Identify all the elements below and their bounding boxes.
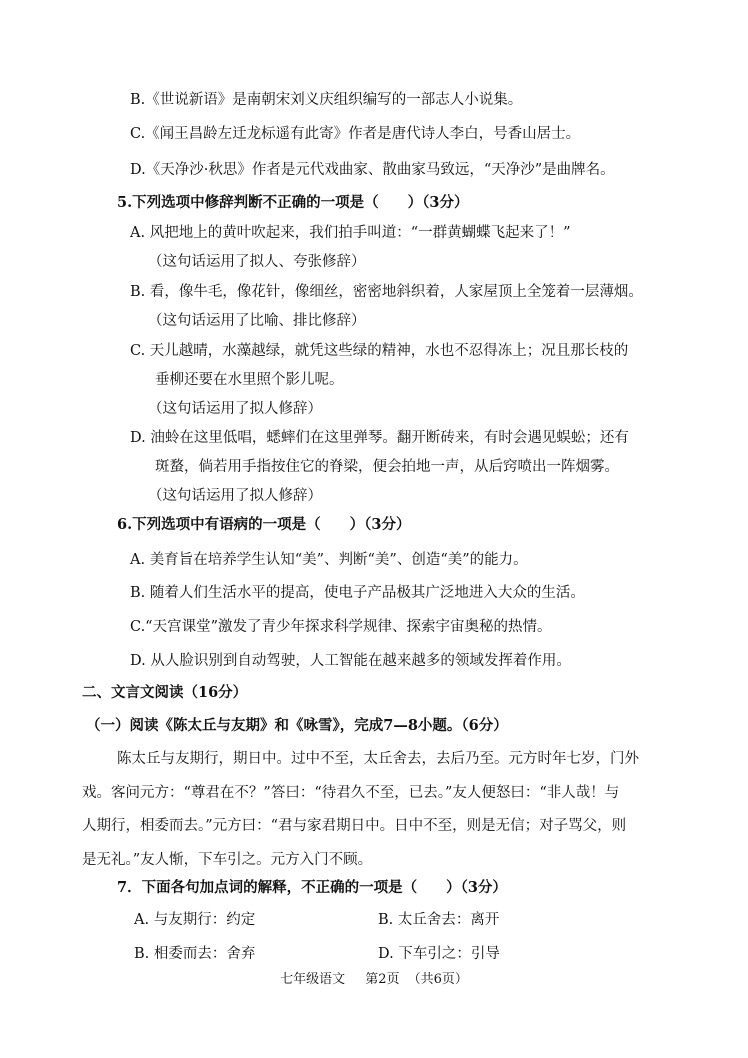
q5-option-b-note: （这句话运用了比喻、排比修辞） — [148, 313, 366, 329]
q4-option-c: C.《闻王昌龄左迁龙标遥有此寄》作者是唐代诗人李白，号香山居士。 — [130, 126, 581, 142]
passage-line-4: 是无礼。”友人惭，下车引之。元方入门不顾。 — [82, 852, 373, 868]
q7-option-d: D. 下车引之：引导 — [378, 946, 500, 962]
page-footer — [0, 968, 748, 987]
footer-subject: 七年级语文 — [280, 972, 346, 987]
section-2-title: 二、文言文阅读（16分） — [82, 684, 248, 701]
q5-option-d: D. 油蛉在这里低唱，蟋蟀们在这里弹琴。翻开断砖来，有时会遇见蜈蚣；还有 — [130, 430, 629, 446]
q6-stem: 6.下列选项中有语病的一项是（ ）（3分） — [117, 516, 411, 533]
q5-option-c-cont: 垂柳还要在水里照个影儿呢。 — [155, 372, 344, 388]
q5-option-a: A. 风把地上的黄叶吹起来，我们拍手叫道：“一群黄蝴蝶飞起来了！” — [130, 225, 571, 241]
q5-option-d-cont: 斑蝥，倘若用手指按住它的脊梁，便会拍地一声，从后窍喷出一阵烟雾。 — [155, 459, 619, 475]
q6-option-b: B. 随着人们生活水平的提高，使电子产品极其广泛地进入大众的生活。 — [130, 585, 585, 601]
footer-total: （共6页） — [407, 972, 468, 987]
q4-option-d: D.《天净沙·秋思》作者是元代戏曲家、散曲家马致远，“天净沙”是曲牌名。 — [130, 162, 615, 178]
q5-option-c-note: （这句话运用了拟人修辞） — [148, 401, 322, 417]
q5-option-a-note: （这句话运用了拟人、夸张修辞） — [148, 254, 366, 270]
q6-option-a: A. 美育旨在培养学生认知“美”、判断“美”、创造“美”的能力。 — [130, 552, 528, 568]
q5-option-d-note: （这句话运用了拟人修辞） — [148, 488, 322, 504]
q5-stem: 5.下列选项中修辞判断不正确的一项是（ ）（3分） — [117, 194, 469, 211]
section-2-subtitle: （一）阅读《陈太丘与友期》和《咏雪》，完成7—8小题。（6分） — [86, 717, 508, 734]
q5-option-c: C. 天儿越晴，水藻越绿，就凭这些绿的精神，水也不忍得冻上；况且那长枝的 — [130, 343, 629, 359]
passage-line-1: 陈太丘与友期行，期日中。过中不至，太丘舍去，去后乃至。元方时年七岁，门外 — [117, 751, 639, 767]
footer-page: 第2页 — [365, 972, 400, 987]
passage-line-3: 人期行，相委而去。”元方曰：“君与家君期日中。日中不至，则是无信；对子骂父，则 — [82, 818, 627, 834]
q7-option-b: B. 太丘舍去：离开 — [378, 912, 500, 928]
q5-option-b: B. 看，像牛毛，像花针，像细丝，密密地斜织着，人家屋顶上全笼着一层薄烟。 — [130, 284, 643, 300]
q4-option-b: B.《世说新语》是南朝宋刘义庆组织编写的一部志人小说集。 — [130, 92, 523, 108]
passage-line-2: 戏。客问元方：“尊君在不？”答曰：“待君久不至，已去。”友人便怒曰：“非人哉！与 — [82, 785, 620, 801]
q6-option-d: D. 从人脸识别到自动驾驶，人工智能在越来越多的领域发挥着作用。 — [130, 653, 571, 669]
q7-option-a: A. 与友期行：约定 — [134, 912, 256, 928]
q7-option-c: B. 相委而去：舍弃 — [134, 946, 256, 962]
q6-option-c: C.“天宫课堂”激发了青少年探求科学规律、探索宇宙奥秘的热情。 — [130, 619, 552, 635]
q7-stem: 7．下面各句加点词的解释，不正确的一项是（ ）（3分） — [117, 879, 507, 896]
